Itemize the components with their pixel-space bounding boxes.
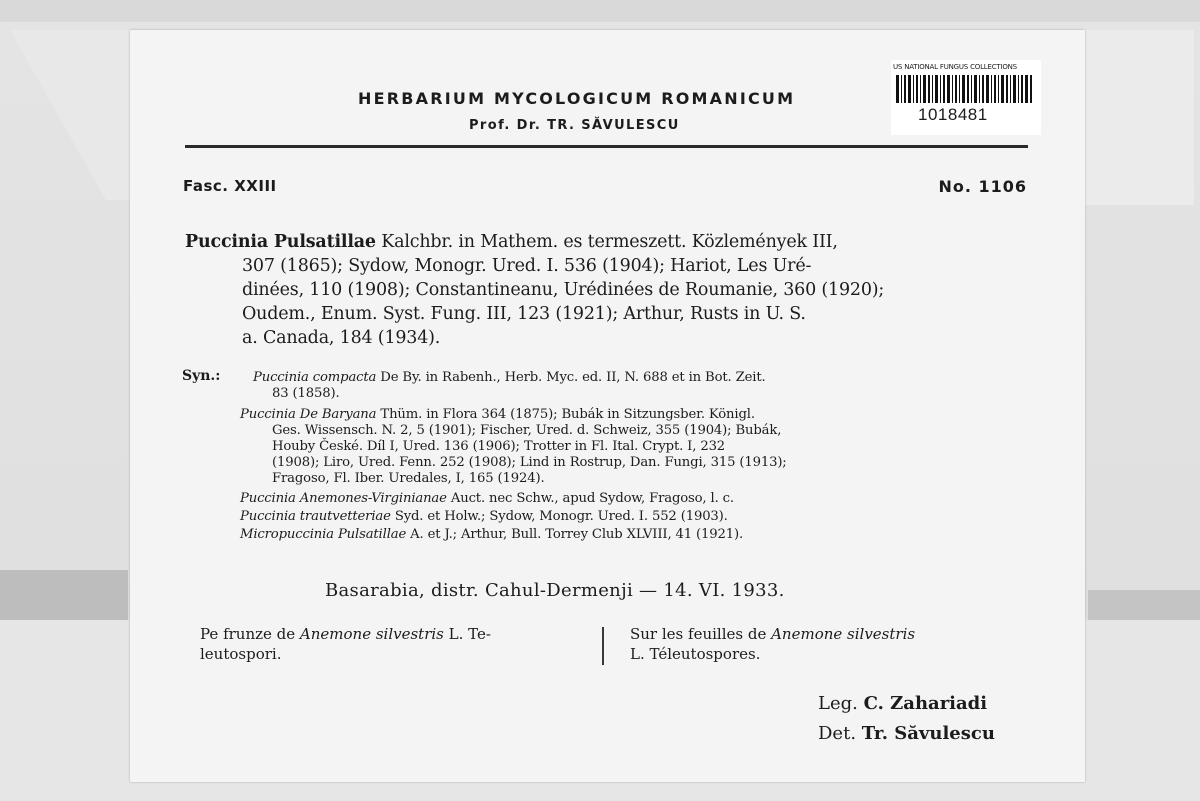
synonym-line: Puccinia compacta De By. in Rabenh., Herb. Myc. ed. II, N. 688 et in Bot. Zeit. [253,370,766,385]
synonym-line: Ges. Wissensch. N. 2, 5 (1901); Fischer, Ured. d. Schweiz, 355 (1904); Bubák, [272,423,782,438]
synonym-line: Puccinia De Baryana Thüm. in Flora 364 (1875); Bubák in Sitzungsber. Königl. [240,407,755,422]
synonym-line: (1908); Liro, Ured. Fenn. 252 (1908); Lind in Rostrup, Dan. Fungi, 315 (1913); [272,455,787,470]
determiner-name: Tr. Săvulescu [861,723,995,744]
host-species: Anemone silvestris [771,625,916,643]
column-divider [602,627,604,665]
synonym-line: Fragoso, Fl. Iber. Uredales, I, 165 (1924). [272,471,545,486]
locality-date: Basarabia, distr. Cahul-Dermenji — 14. VI. 1933. [325,580,785,601]
synonym-name: Puccinia De Baryana [240,407,377,422]
synonym-line: Micropuccinia Pulsatillae A. et J.; Arthur, Bull. Torrey Club XLVIII, 41 (1921). [240,527,744,542]
citation-line: a. Canada, 184 (1934). [242,328,441,348]
synonym-name: Puccinia compacta [253,370,377,385]
fascicle-number: Fasc. XXIII [183,177,277,195]
synonym-line: 83 (1858). [272,386,340,401]
synonym-line: Puccinia trautvetteriae Syd. et Holw.; Sydow, Monogr. Ured. I. 552 (1903). [240,509,728,524]
host-french: Sur les feuilles de Anemone silvestris L. Téleutospores. [630,625,916,663]
synonym-name: Micropuccinia Pulsatillae [240,527,407,542]
envelope-band-left [0,570,128,620]
collector: Leg. C. Zahariadi [818,693,988,714]
herbarium-label [130,30,1085,782]
synonym-line: Puccinia Anemones-Virginianae Auct. nec Schw., apud Sydow, Fragoso, l. c. [240,491,734,506]
header-rule [185,145,1028,148]
citation-line: Kalchbr. in Mathem. es termeszett. Közlemények III, [381,232,838,252]
species-name: Puccinia Pulsatillae [185,232,376,252]
synonyms-label: Syn.: [182,368,221,384]
synonym-line: Houby České. Díl I, Ured. 136 (1906); Trotter in Fl. Ital. Crypt. I, 232 [272,439,726,454]
barcode-number: 1018481 [918,105,988,124]
specimen-number: No. 1106 [938,177,1027,196]
barcode-institution: US NATIONAL FUNGUS COLLECTIONS [893,63,1017,71]
barcode-label [891,60,1041,135]
host-romanian: Pe frunze de Anemone silvestris L. Te- leutospori. [200,625,491,663]
citation-line: 307 (1865); Sydow, Monogr. Ured. I. 536 (1904); Hariot, Les Uré- [242,256,812,276]
synonym-name: Puccinia trautvetteriae [240,509,391,524]
citation-line: Oudem., Enum. Syst. Fung. III, 123 (1921); Arthur, Rusts in U. S. [242,304,806,324]
label-title: HERBARIUM MYCOLOGICUM ROMANICUM [358,89,796,108]
citation-line: dinées, 110 (1908); Constantineanu, Urédinées de Roumanie, 360 (1920); [242,280,885,300]
collector-name: C. Zahariadi [863,693,988,714]
barcode-icon [896,75,1034,103]
determiner: Det. Tr. Săvulescu [818,723,995,744]
label-subtitle: Prof. Dr. TR. SĂVULESCU [469,118,680,133]
host-species: Anemone silvestris [299,625,444,643]
species-citation [185,230,1030,350]
synonym-name: Puccinia Anemones-Virginianae [240,491,447,506]
